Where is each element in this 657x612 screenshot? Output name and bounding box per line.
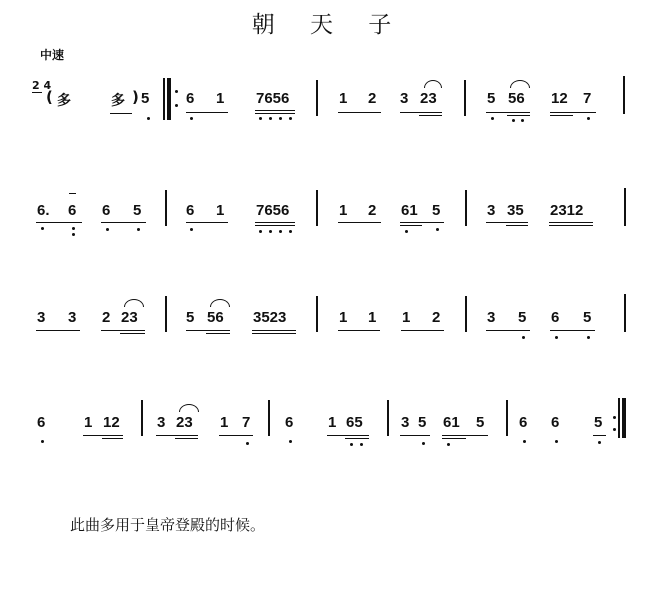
note: 1: [339, 90, 348, 107]
intro-note: 5: [141, 90, 150, 107]
note: 6.: [37, 202, 50, 219]
page-title: 朝 天 子: [251, 12, 406, 38]
note: 3523: [253, 309, 287, 326]
caption: 此曲多用于皇帝登殿的时候。: [70, 516, 266, 534]
note: 6: [102, 202, 111, 219]
note: 5: [186, 309, 195, 326]
note: 56: [508, 90, 525, 107]
intro-close-paren: ): [132, 88, 139, 106]
note: 12: [103, 414, 120, 431]
note: 6: [519, 414, 528, 431]
note: 1: [368, 309, 377, 326]
note: 3: [157, 414, 166, 431]
note: 61: [401, 202, 418, 219]
note: 3: [487, 202, 496, 219]
note: 7: [242, 414, 251, 431]
note: 2: [368, 202, 377, 219]
note: 2: [102, 309, 111, 326]
note: 56: [207, 309, 224, 326]
note: 65: [346, 414, 363, 431]
note: 2: [432, 309, 441, 326]
note: 23: [121, 309, 138, 326]
note: 1: [216, 202, 225, 219]
note: 3: [400, 90, 409, 107]
note: 5: [594, 414, 603, 431]
note: 1: [216, 90, 225, 107]
note: 6: [68, 202, 77, 219]
note: 3: [487, 309, 496, 326]
note: 3: [68, 309, 77, 326]
note: 5: [487, 90, 496, 107]
note: 35: [507, 202, 524, 219]
note: 7656: [256, 202, 290, 219]
note: 5: [432, 202, 441, 219]
note: 7: [583, 90, 592, 107]
note: 3: [37, 309, 46, 326]
note: 5: [476, 414, 485, 431]
tempo-marking: 中速: [40, 48, 65, 62]
note: 1: [328, 414, 337, 431]
time-signature-top: 2: [32, 79, 40, 92]
note: 23: [420, 90, 437, 107]
note: 3: [401, 414, 410, 431]
note: 7656: [256, 90, 290, 107]
note: 5: [418, 414, 427, 431]
note: 6: [551, 414, 560, 431]
note: 1: [402, 309, 411, 326]
note: 1: [339, 202, 348, 219]
note: 5: [133, 202, 142, 219]
intro-word: 多: [111, 92, 125, 108]
note: 6: [285, 414, 294, 431]
note: 2: [368, 90, 377, 107]
note: 61: [443, 414, 460, 431]
note: 6: [186, 90, 195, 107]
note: 5: [583, 309, 592, 326]
note: 2312: [550, 202, 584, 219]
note: 12: [551, 90, 568, 107]
note: 23: [176, 414, 193, 431]
note: 1: [84, 414, 93, 431]
intro-open-paren: (: [46, 88, 53, 106]
note: 6: [186, 202, 195, 219]
note: 6: [37, 414, 46, 431]
note: 6: [551, 309, 560, 326]
note: 1: [220, 414, 229, 431]
note: 5: [518, 309, 527, 326]
note: 1: [339, 309, 348, 326]
intro-word: 多: [57, 92, 71, 108]
time-signature-bottom: 4: [43, 79, 52, 92]
